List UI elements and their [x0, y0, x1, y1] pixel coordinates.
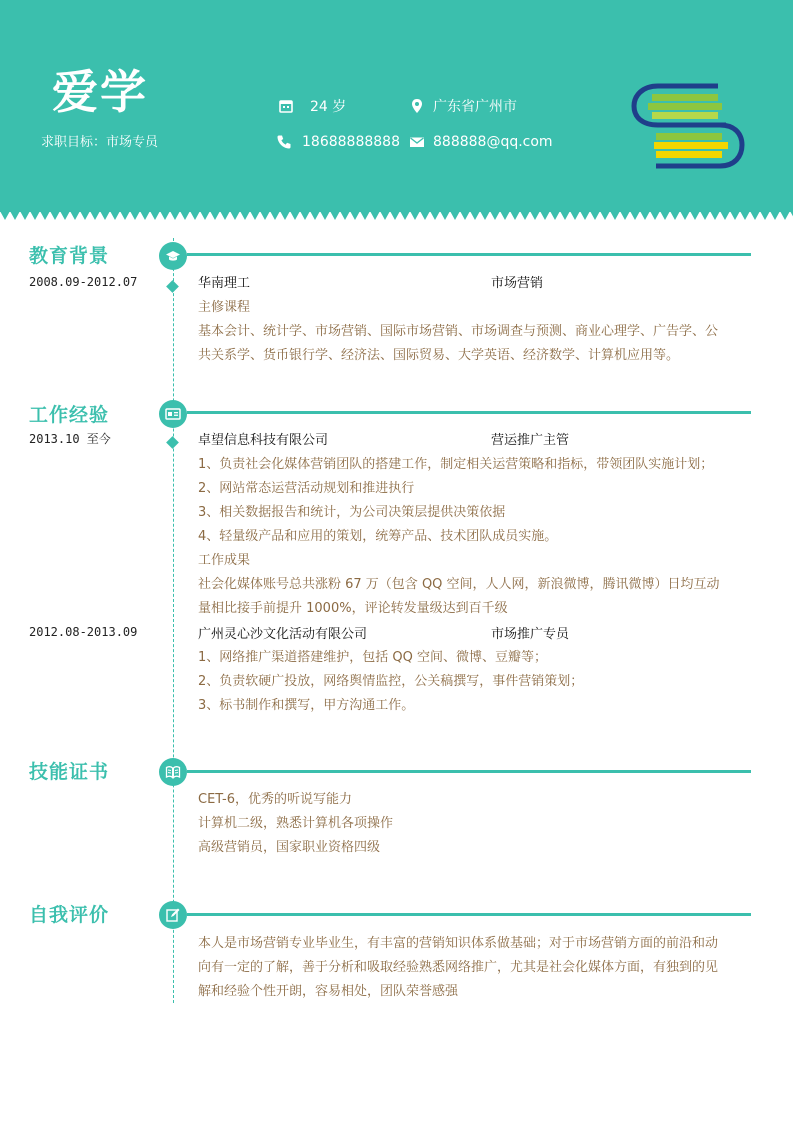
work-line: 2、负责软硬广投放，网络舆情监控，公关稿撰写，事件营销策划；	[198, 674, 584, 689]
location-text: 广东省广州市	[433, 99, 517, 115]
education-rule	[187, 253, 751, 256]
book-icon	[165, 764, 181, 780]
graduation-cap-icon	[165, 248, 181, 264]
skills-line: 计算机二级，熟悉计算机各项操作	[198, 816, 394, 831]
skills-rule	[187, 770, 751, 773]
skills-line: CET-6，优秀的听说写能力	[198, 792, 353, 807]
phone-info	[276, 132, 400, 152]
skills-icon-badge	[159, 758, 187, 786]
work-marker	[166, 436, 179, 449]
email-text: 888888@qq.com	[433, 134, 553, 150]
age-info	[278, 96, 346, 116]
work-company: 卓望信息科技有限公司	[198, 433, 329, 448]
self-icon-badge	[159, 901, 187, 929]
work-role: 市场推广专员	[491, 627, 570, 642]
location-info	[409, 96, 517, 116]
education-school: 华南理工	[198, 276, 251, 291]
skills-line: 高级营销员，国家职业资格四级	[198, 840, 381, 855]
job-objective	[41, 134, 158, 152]
work-company: 广州灵心沙文化活动有限公司	[198, 627, 368, 642]
work-line: 4、轻量级产品和应用的策划，统筹产品、技术团队成员实施。	[198, 529, 558, 544]
work-line: 1、网络推广渠道搭建维护，包括 QQ 空间、微博、豆瓣等；	[198, 650, 548, 665]
candidate-name: 爱学	[52, 65, 148, 119]
header-banner	[0, 0, 793, 212]
self-line: 解和经验个性开朗，容易相处，团队荣誉感强	[198, 984, 459, 999]
work-line: 3、相关数据报告和统计，为公司决策层提供决策依据	[198, 505, 506, 520]
education-major: 市场营销	[491, 276, 544, 291]
books-logo	[628, 80, 748, 176]
education-title: 教育背景	[29, 245, 110, 267]
education-marker	[166, 280, 179, 293]
work-date: 2013.10 至今	[29, 432, 111, 446]
location-pin-icon	[409, 98, 425, 114]
skills-title: 技能证书	[29, 761, 110, 783]
email-info	[409, 132, 553, 152]
work-rule	[187, 411, 751, 414]
work-line: 2、网站常态运营活动规划和推进执行	[198, 481, 415, 496]
work-title: 工作经验	[29, 404, 110, 426]
work-line: 1、负责社会化媒体营销团队的搭建工作，制定相关运营策略和指标，带领团队实施计划；	[198, 457, 714, 472]
header-zigzag-edge	[0, 211, 793, 225]
self-line: 本人是市场营销专业毕业生，有丰富的营销知识体系做基础；对于市场营销方面的前沿和动	[198, 936, 719, 951]
work-line: 社会化媒体账号总共涨粉 67 万（包含 QQ 空间，人人网，新浪微博，腾讯微博）日均互动	[198, 577, 720, 592]
age-text: 24 岁	[310, 99, 347, 115]
work-icon-badge	[159, 400, 187, 428]
objective-label: 求职目标：	[41, 135, 107, 150]
work-line: 工作成果	[198, 553, 251, 568]
education-date: 2008.09-2012.07	[29, 275, 138, 289]
self-line: 向有一定的了解，善于分析和吸取经验熟悉网络推广，尤其是社会化媒体方面，有独到的见	[198, 960, 719, 975]
work-line: 3、标书制作和撰写，甲方沟通工作。	[198, 698, 415, 713]
mail-icon	[409, 134, 425, 150]
objective-value: 市场专员	[106, 135, 159, 150]
id-card-icon	[165, 406, 181, 422]
timeline-line	[173, 238, 174, 1003]
calendar-icon	[278, 98, 294, 114]
work-line: 量相比接手前提升 1000%，评论转发量级达到百千级	[198, 601, 508, 616]
self-rule	[187, 913, 751, 916]
education-line: 共关系学、货币银行学、经济法、国际贸易、大学英语、经济数学、计算机应用等。	[198, 348, 680, 363]
work-role: 营运推广主管	[491, 433, 570, 448]
edit-icon	[165, 907, 181, 923]
phone-text: 18688888888	[302, 134, 400, 150]
education-line: 基本会计、统计学、市场营销、国际市场营销、市场调查与预测、商业心理学、广告学、公	[198, 324, 719, 339]
self-title: 自我评价	[29, 904, 110, 926]
education-icon-badge	[159, 242, 187, 270]
work-date: 2012.08-2013.09	[29, 625, 138, 639]
education-line: 主修课程	[198, 300, 251, 315]
phone-icon	[276, 134, 292, 150]
